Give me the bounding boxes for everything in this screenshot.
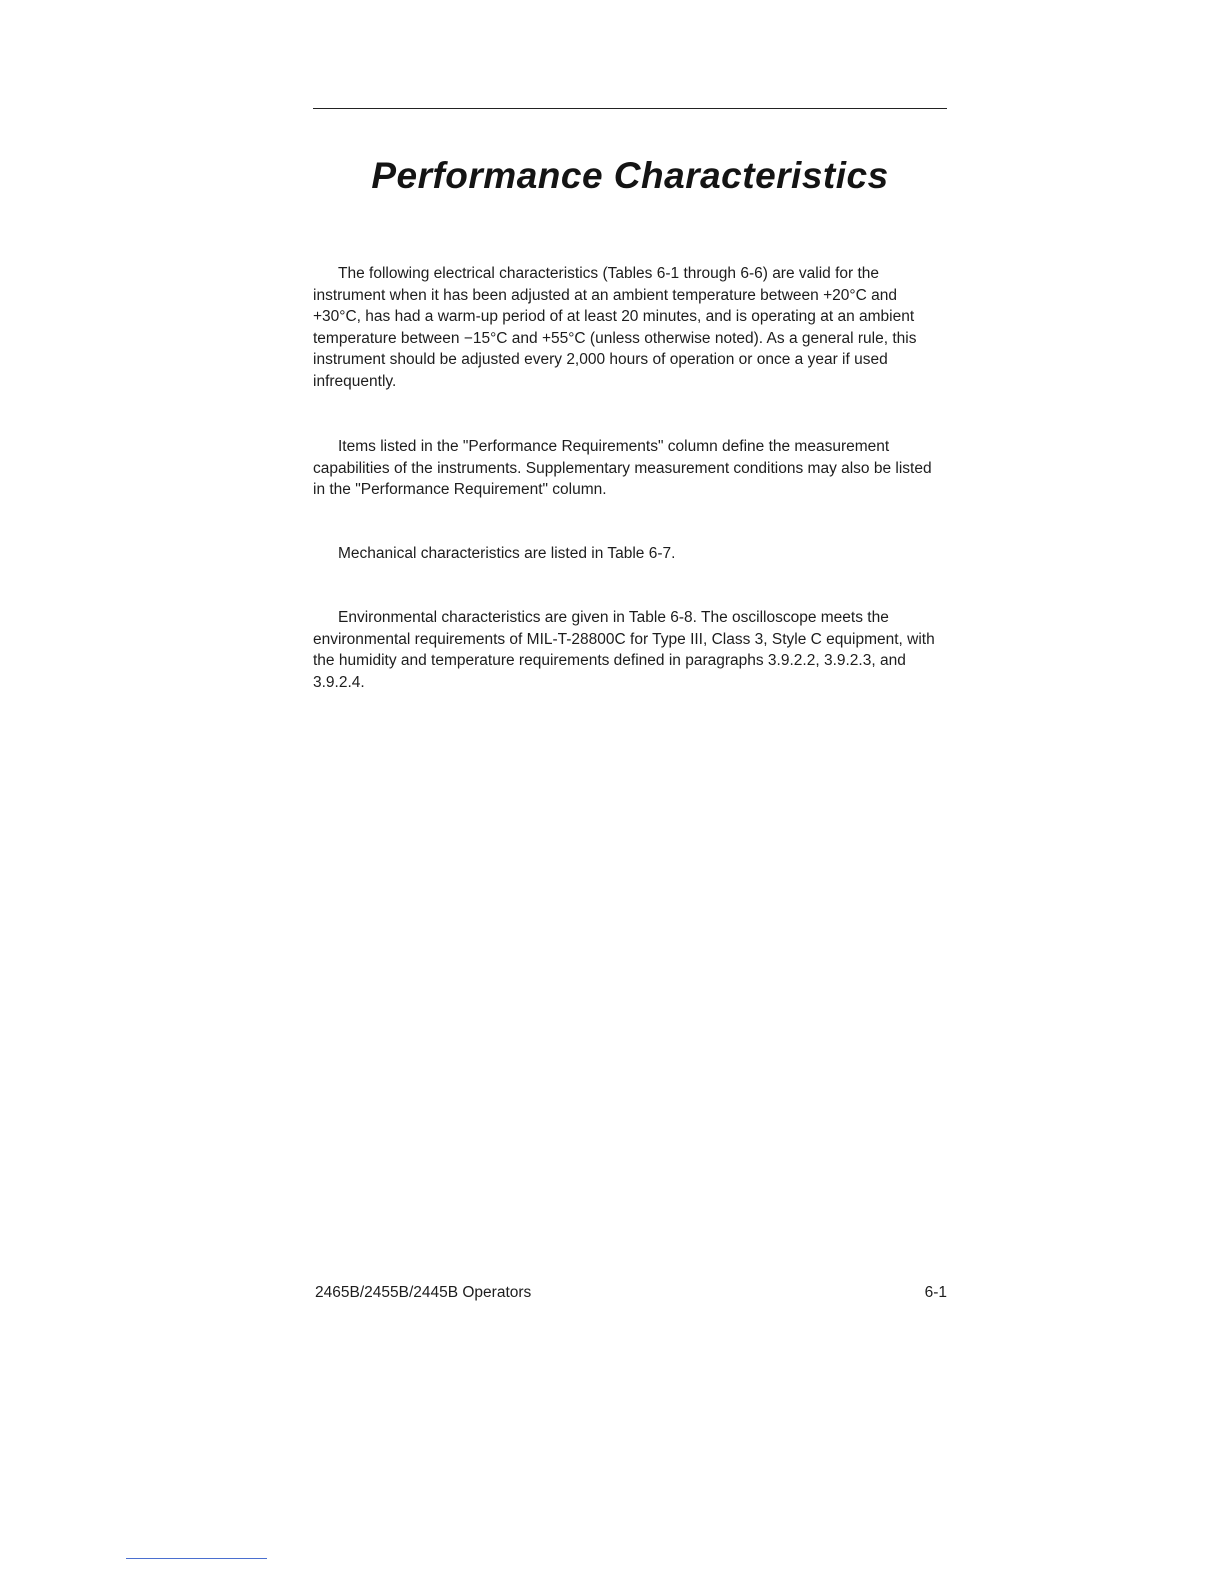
- paragraph-text: Mechanical characteristics are listed in Table 6-7.: [338, 545, 676, 562]
- footer-page-number: 6-1: [924, 1284, 947, 1301]
- paragraph-text: The following electrical characteristics (Tables 6-1 through 6-6) are valid for the instrument when it has been adjusted at an ambient temperature between +20°C and +30°C, has had a warm-up period of at least 20 minutes, and is operating at an ambient temperature between −15°C and +55°C (unless otherwise noted). As a general rule, this instrument should be adjusted every 2,000 hours of operation or once a year if used infrequently.: [313, 265, 917, 390]
- page-title: Performance Characteristics: [371, 155, 889, 196]
- bottom-scan-line: [126, 1558, 267, 1559]
- paragraph-text: Items listed in the "Performance Requirements" column define the measurement capabilities of the instruments. Supplementary measurement conditions may also be listed in the "Performance Requirement" column.: [313, 438, 932, 499]
- footer-manual-name: 2465B/2455B/2445B Operators: [315, 1284, 532, 1301]
- paragraph-environmental-characteristics: [313, 607, 947, 693]
- paragraph-text: Environmental characteristics are given in Table 6-8. The oscilloscope meets the environmental requirements of MIL-T-28800C for Type III, Class 3, Style C equipment, with the humidity and temperature requirements defined in paragraphs 3.9.2.2, 3.9.2.3, and 3.9.2.4.: [313, 609, 935, 691]
- paragraph-electrical-characteristics: [313, 263, 947, 393]
- top-horizontal-rule: [313, 108, 947, 109]
- paragraph-performance-requirements: [313, 436, 947, 501]
- paragraph-mechanical-characteristics: [313, 543, 947, 565]
